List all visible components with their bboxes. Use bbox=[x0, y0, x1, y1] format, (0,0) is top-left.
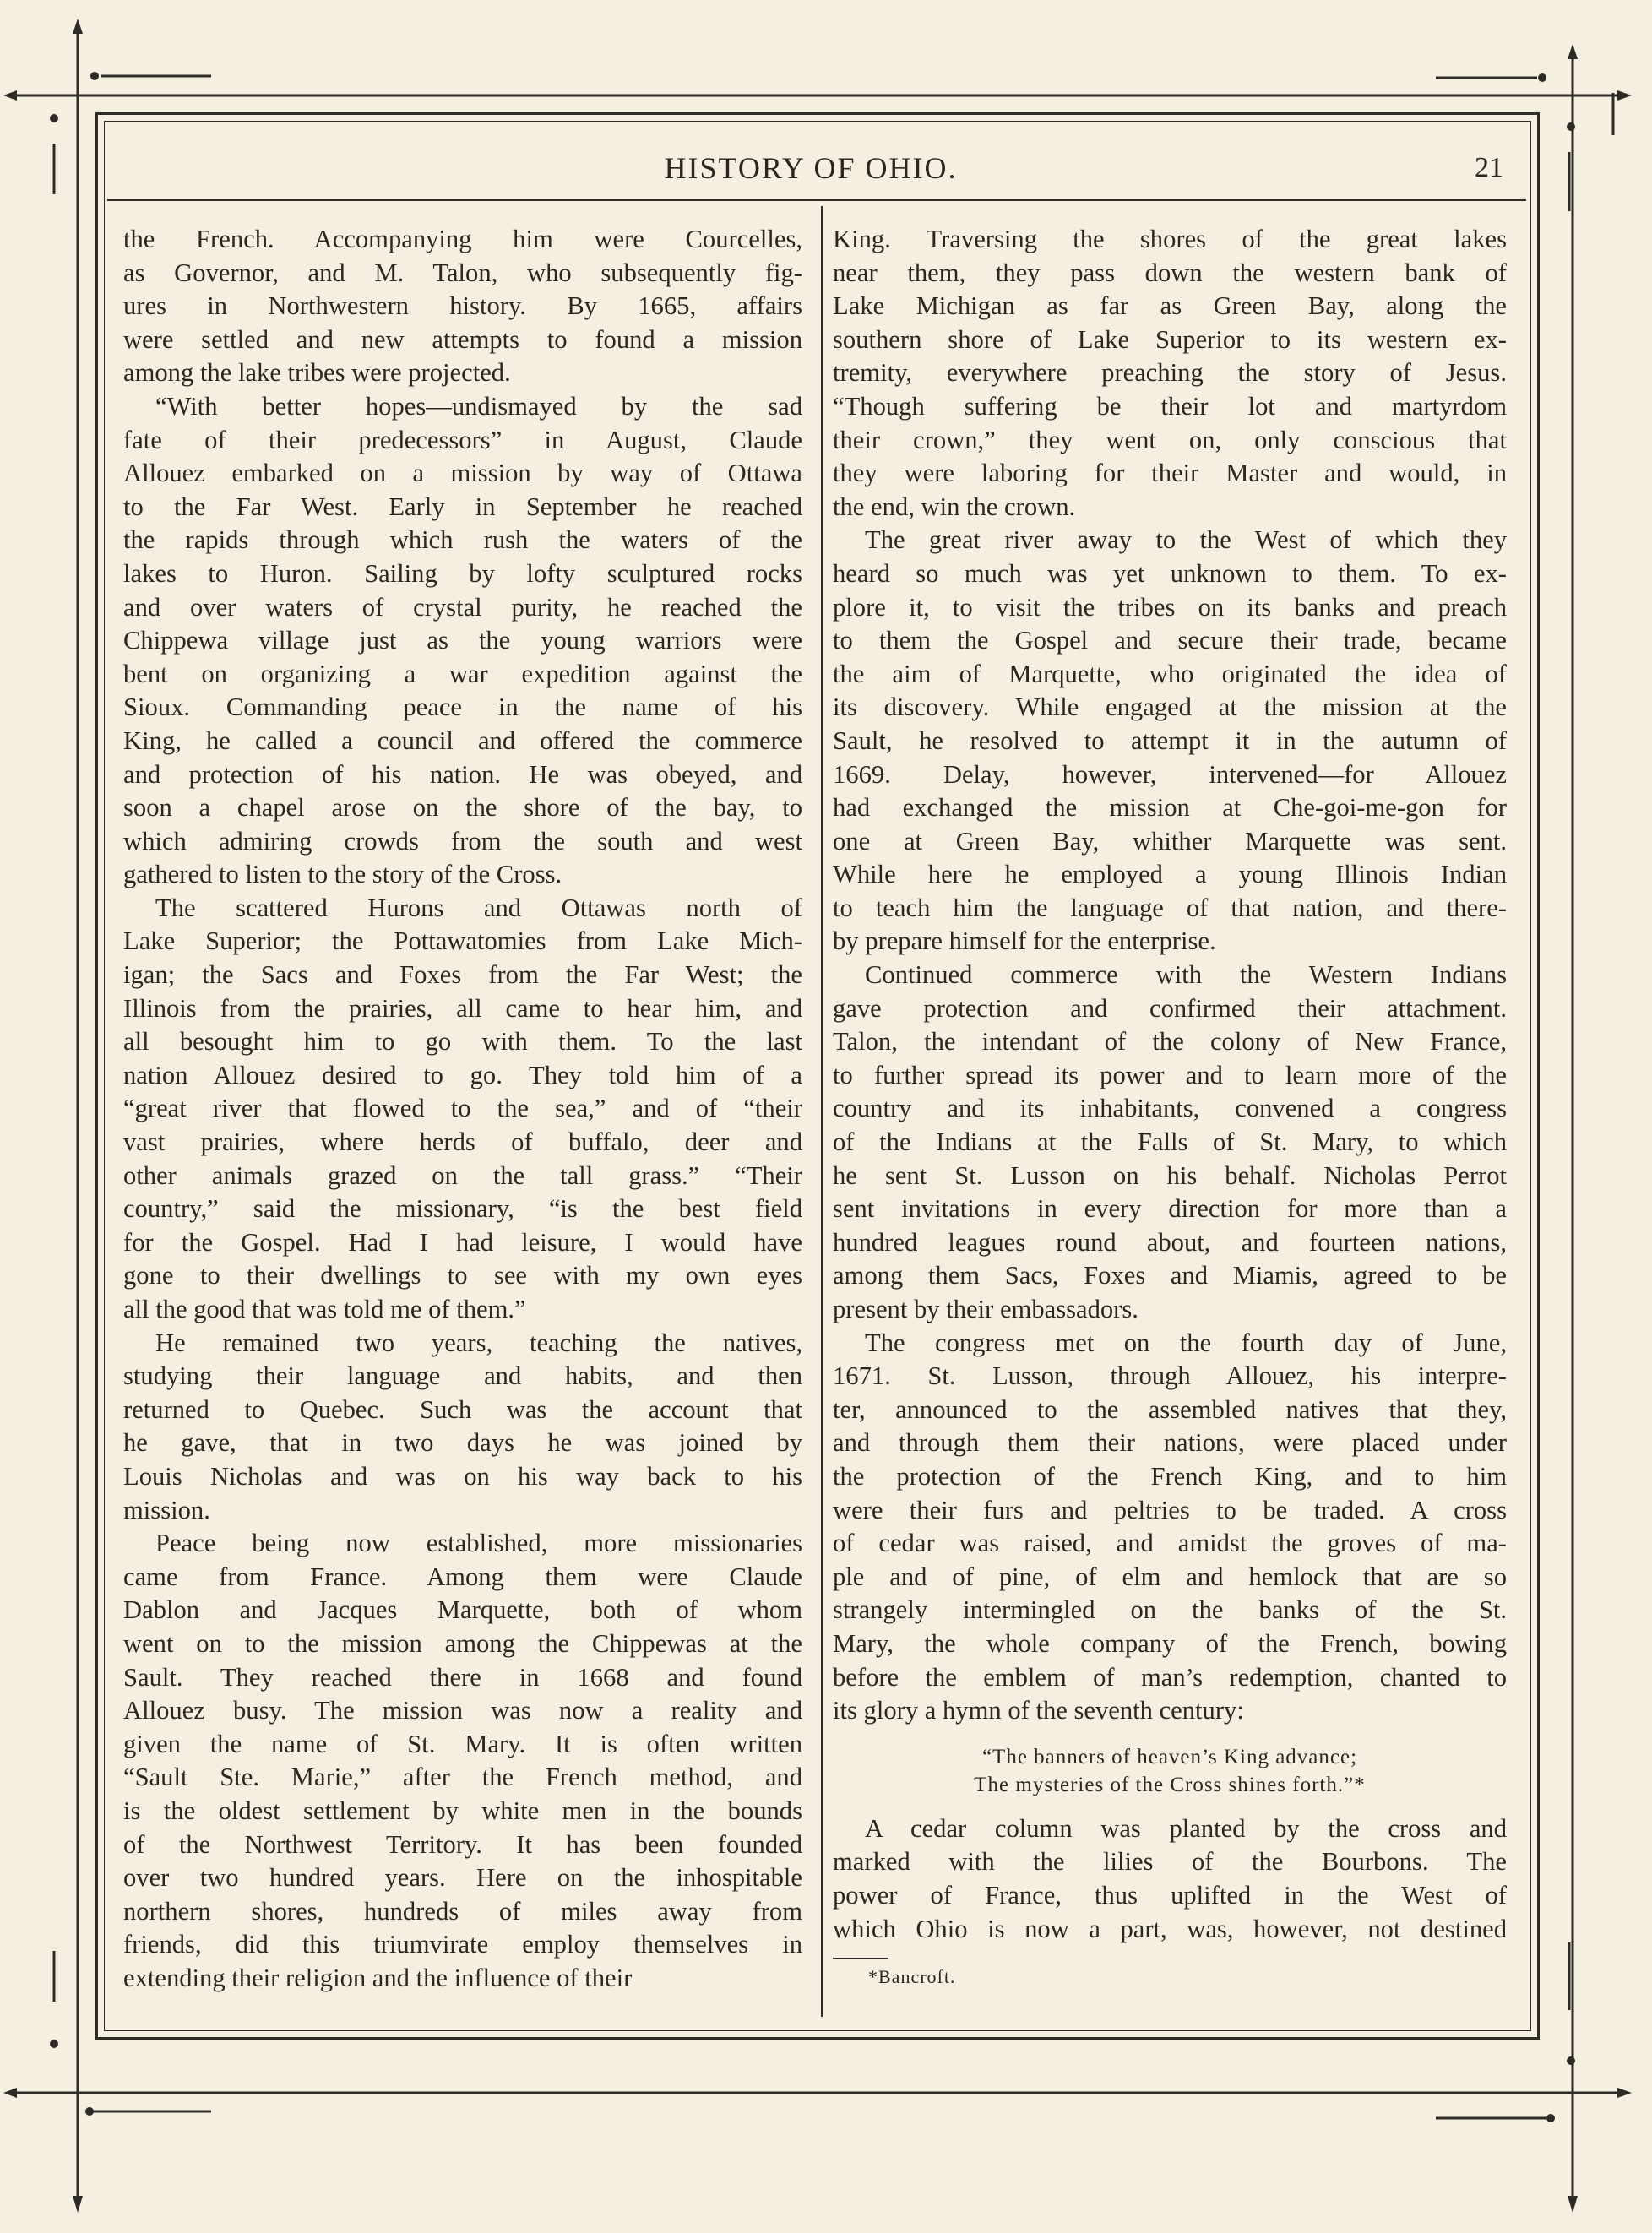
running-head: HISTORY OF OHIO. bbox=[664, 151, 958, 185]
text-line: Mary, the whole company of the French, bowing bbox=[833, 1628, 1507, 1658]
text-line: soon a chapel arose on the shore of the bay, to bbox=[123, 793, 802, 823]
text-line: Louis Nicholas and was on his way back to his bbox=[123, 1461, 802, 1491]
text-line: “Though suffering be their lot and martyrdom bbox=[833, 391, 1507, 421]
text-line: he gave, that in two days he was joined by bbox=[123, 1428, 802, 1458]
text-line: to them the Gospel and secure their trade, became bbox=[833, 626, 1507, 655]
text-line: before the emblem of man’s redemption, chanted to bbox=[833, 1662, 1507, 1692]
left-column bbox=[123, 223, 802, 1995]
page-header bbox=[118, 144, 1503, 194]
text-line: “With better hopes—undismayed by the sad bbox=[155, 391, 802, 421]
text-line: among them Sacs, Foxes and Miamis, agreed to be bbox=[833, 1261, 1507, 1290]
text-line: gave protection and confirmed their attachment. bbox=[833, 993, 1507, 1023]
text-line: bent on organizing a war expedition against the bbox=[123, 659, 802, 688]
header-rule bbox=[107, 199, 1526, 201]
text-line: and through them their nations, were placed under bbox=[833, 1428, 1507, 1458]
right-column-text-after-quote bbox=[833, 1812, 1507, 1946]
text-line: country and its inhabitants, convened a congress bbox=[833, 1094, 1507, 1123]
text-line: Continued commerce with the Western Indians bbox=[865, 960, 1507, 990]
text-line: they were laboring for their Master and would, in bbox=[833, 459, 1507, 488]
text-line: had exchanged the mission at Che-goi-me-gon for bbox=[833, 793, 1507, 823]
text-line: and protection of his nation. He was obeyed, and bbox=[123, 759, 802, 789]
text-line: A cedar column was planted by the cross and bbox=[865, 1813, 1507, 1843]
text-line: the French. Accompanying him were Courcelles, bbox=[123, 225, 802, 253]
text-line: igan; the Sacs and Foxes from the Far West; the bbox=[123, 960, 802, 990]
text-line: which Ohio is now a part, was, however, not destined bbox=[833, 1914, 1507, 1943]
text-line: Sioux. Commanding peace in the name of his bbox=[123, 693, 802, 722]
text-line: gathered to listen to the story of the Cross. bbox=[123, 860, 562, 889]
text-line: Lake Michigan as far as Green Bay, along the bbox=[833, 291, 1507, 321]
text-line: “Sault Ste. Marie,” after the French method, and bbox=[123, 1763, 802, 1792]
text-line: of cedar was raised, and amidst the groves of ma- bbox=[833, 1529, 1507, 1558]
text-line: extending their religion and the influence of their bbox=[123, 1963, 633, 1992]
text-line: “great river that flowed to the sea,” and of “their bbox=[123, 1094, 802, 1123]
text-line: Chippewa village just as the young warriors were bbox=[123, 626, 802, 655]
text-line: Peace being now established, more missionaries bbox=[155, 1529, 802, 1558]
text-line: one at Green Bay, whither Marquette was sent. bbox=[833, 826, 1507, 856]
text-line: King. Traversing the shores of the great lakes bbox=[833, 225, 1507, 253]
text-line: marked with the lilies of the Bourbons. The bbox=[833, 1847, 1507, 1877]
text-line: returned to Quebec. Such was the account that bbox=[123, 1394, 802, 1424]
text-line: the end, win the crown. bbox=[833, 492, 1076, 521]
text-line: studying their language and habits, and then bbox=[123, 1361, 802, 1391]
text-line: were their furs and peltries to be traded. A cross bbox=[833, 1495, 1507, 1524]
text-line: the rapids through which rush the waters of the bbox=[123, 525, 802, 555]
text-line: near them, they pass down the western bank of bbox=[833, 258, 1507, 287]
text-line: 1671. St. Lusson, through Allouez, his interpre- bbox=[833, 1361, 1507, 1391]
hymn-quote-line: “The banners of heaven’s King advance; bbox=[981, 1745, 1358, 1768]
text-line: its discovery. While engaged at the mission at the bbox=[833, 693, 1507, 722]
text-line: to the Far West. Early in September he reached bbox=[123, 492, 802, 521]
text-line: to teach him the language of that nation, and there- bbox=[833, 893, 1507, 922]
text-line: Talon, the intendant of the colony of New France, bbox=[833, 1027, 1507, 1057]
text-line: mission. bbox=[123, 1495, 210, 1524]
text-line: Illinois from the prairies, all came to hear him, and bbox=[123, 993, 802, 1023]
text-line: which admiring crowds from the south and west bbox=[123, 826, 802, 856]
text-line: northern shores, hundreds of miles away from bbox=[123, 1896, 802, 1926]
text-line: the protection of the French King, and to him bbox=[833, 1461, 1507, 1491]
text-line: power of France, thus uplifted in the West of bbox=[833, 1880, 1507, 1910]
text-line: all besought him to go with them. To the last bbox=[123, 1027, 802, 1057]
text-line: among the lake tribes were projected. bbox=[123, 358, 511, 388]
text-line: tremity, everywhere preaching the story of Jesus. bbox=[833, 358, 1507, 388]
text-line: strangely intermingled on the banks of the St. bbox=[833, 1595, 1507, 1625]
text-line: Dablon and Jacques Marquette, both of whom bbox=[123, 1595, 802, 1625]
text-line: to further spread its power and to learn more of the bbox=[833, 1060, 1507, 1089]
text-line: given the name of St. Mary. It is often written bbox=[123, 1729, 802, 1758]
text-line: is the oldest settlement by white men in the bounds bbox=[123, 1796, 802, 1825]
text-line: were settled and new attempts to found a mission bbox=[123, 324, 802, 354]
text-line: as Governor, and M. Talon, who subsequently fig- bbox=[123, 258, 802, 287]
text-line: ures in Northwestern history. By 1665, affairs bbox=[123, 291, 802, 321]
text-line: present by their embassadors. bbox=[833, 1295, 1138, 1323]
text-line: 1669. Delay, however, intervened—for Allouez bbox=[833, 759, 1507, 789]
text-line: plore it, to visit the tribes on its banks and preach bbox=[833, 592, 1507, 622]
text-line: Allouez busy. The mission was now a reality and bbox=[123, 1696, 802, 1725]
text-line: nation Allouez desired to go. They told him of a bbox=[123, 1060, 802, 1089]
text-line: and over waters of crystal purity, he reached the bbox=[123, 592, 802, 622]
text-line: The congress met on the fourth day of June, bbox=[865, 1328, 1507, 1357]
text-line: of the Indians at the Falls of St. Mary, to which bbox=[833, 1127, 1507, 1157]
text-line: ter, announced to the assembled natives that they, bbox=[833, 1394, 1507, 1424]
text-line: He remained two years, teaching the natives, bbox=[155, 1328, 802, 1357]
text-line: The great river away to the West of which they bbox=[865, 525, 1507, 555]
text-line: gone to their dwellings to see with my own eyes bbox=[123, 1261, 802, 1290]
text-line: lakes to Huron. Sailing by lofty sculptured rocks bbox=[123, 558, 802, 588]
footnote-rule bbox=[833, 1958, 888, 1959]
text-line: over two hundred years. Here on the inhospitable bbox=[123, 1863, 802, 1893]
text-line: their crown,” they went on, only conscious that bbox=[833, 425, 1507, 454]
footnote: *Bancroft. bbox=[868, 1966, 956, 1988]
text-line: ple and of pine, of elm and hemlock that are so bbox=[833, 1562, 1507, 1591]
column-divider bbox=[821, 206, 823, 2017]
text-line: Lake Superior; the Pottawatomies from Lake Mich- bbox=[123, 926, 802, 956]
text-line: sent invitations in every direction for more than a bbox=[833, 1194, 1507, 1224]
text-line: vast prairies, where herds of buffalo, deer and bbox=[123, 1127, 802, 1157]
text-line: Sault, he resolved to attempt it in the autumn of bbox=[833, 725, 1507, 755]
text-line: fate of their predecessors” in August, Claude bbox=[123, 425, 802, 454]
text-line: Allouez embarked on a mission by way of Ottawa bbox=[123, 459, 802, 488]
text-line: other animals grazed on the tall grass.” “Their bbox=[123, 1160, 802, 1190]
text-line: southern shore of Lake Superior to its western ex- bbox=[833, 324, 1507, 354]
hymn-quote bbox=[833, 1743, 1507, 1799]
text-line: came from France. Among them were Claude bbox=[123, 1562, 802, 1591]
text-line: The scattered Hurons and Ottawas north of bbox=[155, 893, 802, 922]
text-line: heard so much was yet unknown to them. To ex- bbox=[833, 558, 1507, 588]
right-column-text-before-quote bbox=[833, 223, 1507, 1728]
text-line: the aim of Marquette, who originated the idea of bbox=[833, 659, 1507, 688]
right-column bbox=[833, 223, 1507, 1990]
text-line: of the Northwest Territory. It has been founded bbox=[123, 1829, 802, 1859]
page-number: 21 bbox=[1475, 152, 1503, 183]
text-line: country,” said the missionary, “is the best field bbox=[123, 1194, 802, 1224]
text-line: its glory a hymn of the seventh century: bbox=[833, 1696, 1244, 1725]
text-line: friends, did this triumvirate employ themselves in bbox=[123, 1930, 802, 1959]
text-line: for the Gospel. Had I had leisure, I would have bbox=[123, 1227, 802, 1257]
text-line: King, he called a council and offered the commerce bbox=[123, 725, 802, 755]
text-line: all the good that was told me of them.” bbox=[123, 1295, 526, 1323]
text-line: hundred leagues round about, and fourteen nations, bbox=[833, 1227, 1507, 1257]
text-line: Sault. They reached there in 1668 and found bbox=[123, 1662, 802, 1692]
text-line: by prepare himself for the enterprise. bbox=[833, 926, 1216, 956]
text-line: While here he employed a young Illinois Indian bbox=[833, 860, 1507, 889]
hymn-quote-line: The mysteries of the Cross shines forth.”* bbox=[974, 1773, 1366, 1796]
text-line: went on to the mission among the Chippewas at the bbox=[123, 1628, 802, 1658]
text-line: he sent St. Lusson on his behalf. Nicholas Perrot bbox=[833, 1160, 1507, 1190]
